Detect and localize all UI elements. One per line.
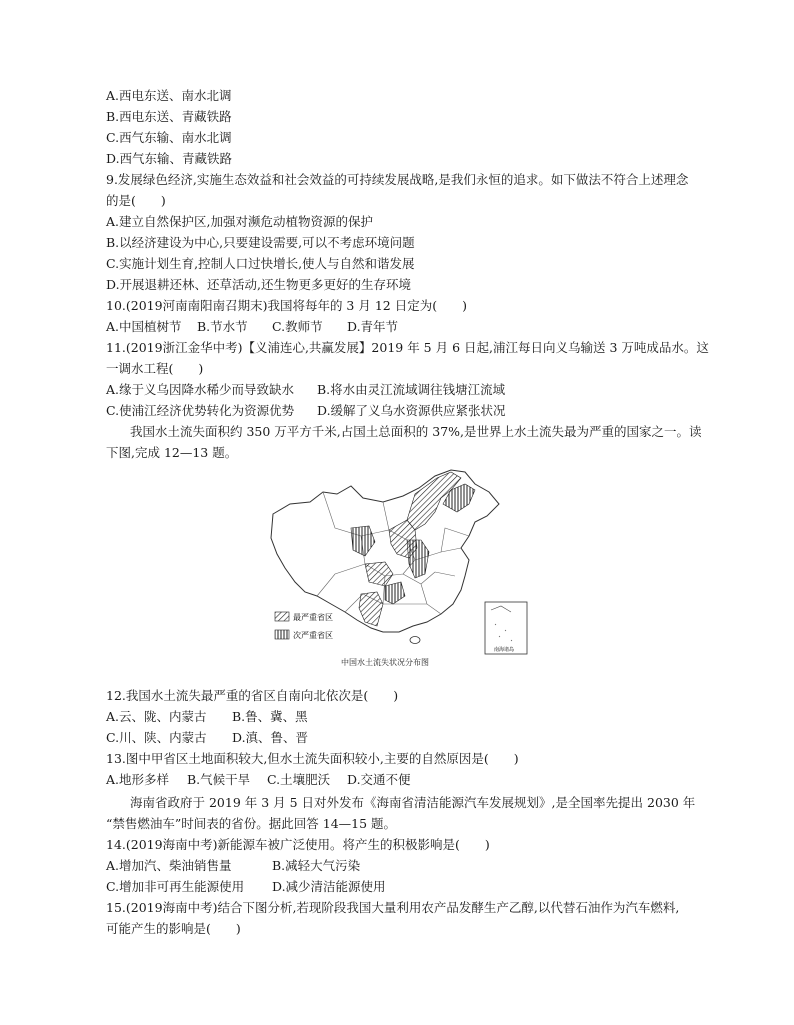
- hainan-island: [410, 637, 420, 644]
- q13-option-c: C.土壤肥沃: [267, 772, 331, 787]
- passage-12-13-line2: 下图,完成 12—13 题。: [106, 445, 238, 460]
- q10-option-d: D.青年节: [347, 319, 399, 334]
- q8-option-b: B.西电东送、青藏铁路: [106, 109, 232, 124]
- q13-stem: 13.图中甲省区土地面积较大,但水土流失面积较小,主要的自然原因是( ): [106, 751, 519, 766]
- q9-option-b: B.以经济建设为中心,只要建设需要,可以不考虑环境问题: [106, 235, 415, 250]
- q9-option-a: A.建立自然保护区,加强对濒危动植物资源的保护: [106, 214, 373, 229]
- q9-stem-line2: 的是( ): [106, 193, 166, 208]
- q12-option-a: A.云、陇、内蒙古: [106, 709, 207, 724]
- q10-option-c: C.教师节: [272, 319, 323, 334]
- q9-stem-line1: 9.发展绿色经济,实施生态效益和社会效益的可持续发展战略,是我们永恒的追求。如下做法不符合上述理念: [106, 172, 689, 187]
- passage-14-15-line2: “禁售燃油车”时间表的省份。据此回答 14—15 题。: [106, 816, 397, 831]
- q13-option-d: D.交通不便: [347, 772, 411, 787]
- q9-option-c: C.实施计划生育,控制人口过快增长,使人与自然和谐发展: [106, 256, 415, 271]
- q11-option-a: A.缘于义乌因降水稀少而导致缺水: [106, 382, 295, 397]
- q8-option-c: C.西气东输、南水北调: [106, 130, 232, 145]
- q13-option-a: A.地形多样: [106, 772, 170, 787]
- legend-second-severe-label: 次严重省区: [293, 631, 333, 640]
- q11-option-b: B.将水由灵江流域调往钱塘江流域: [317, 382, 506, 397]
- q15-stem-line2: 可能产生的影响是( ): [106, 921, 241, 936]
- q11-stem-line2: 一调水工程( ): [106, 361, 204, 376]
- q14-stem: 14.(2019海南中考)新能源车被广泛使用。将产生的积极影响是( ): [106, 837, 490, 852]
- q14-option-a: A.增加汽、柴油销售量: [106, 858, 232, 873]
- q10-stem: 10.(2019河南南阳南召期末)我国将每年的 3 月 12 日定为( ): [106, 298, 467, 313]
- q14-option-d: D.减少清洁能源使用: [272, 879, 386, 894]
- q12-option-d: D.滇、鲁、晋: [232, 730, 309, 745]
- map-caption: 中国水土流失状况分布图: [341, 658, 429, 667]
- q11-option-c: C.使浦江经济优势转化为资源优势: [106, 403, 295, 418]
- q10-option-a: A.中国植树节: [106, 319, 182, 334]
- q15-stem-line1: 15.(2019海南中考)结合下图分析,若现阶段我国大量利用农产品发酵生产乙醇,以代替石油作为汽车燃料,: [106, 900, 680, 915]
- inset-label: 南海诸岛: [494, 647, 515, 653]
- q8-option-a: A.西电东送、南水北调: [106, 88, 232, 103]
- q14-option-c: C.增加非可再生能源使用: [106, 879, 245, 894]
- soil-erosion-map-figure: [265, 464, 515, 674]
- q12-option-b: B.鲁、冀、黑: [232, 709, 308, 724]
- q11-stem-line1: 11.(2019浙江金华中考)【义浦连心,共赢发展】2019 年 5 月 6 日起,浦江每日向义乌输送 3 万吨成品水。这: [106, 340, 709, 355]
- q12-option-c: C.川、陕、内蒙古: [106, 730, 207, 745]
- q14-option-b: B.减轻大气污染: [272, 858, 361, 873]
- q11-option-d: D.缓解了义乌水资源供应紧张状况: [317, 403, 506, 418]
- china-map-svg: [265, 464, 515, 654]
- q9-option-d: D.开展退耕还林、还草活动,还生物更多更好的生存环境: [106, 277, 412, 292]
- legend-most-severe-label: 最严重省区: [293, 613, 333, 622]
- q10-option-b: B.节水节: [197, 319, 248, 334]
- legend-second-severe-swatch: [275, 630, 289, 639]
- q8-option-d: D.西气东输、青藏铁路: [106, 151, 233, 166]
- q12-stem: 12.我国水土流失最严重的省区自南向北依次是( ): [106, 688, 399, 703]
- passage-12-13-line1: 我国水土流失面积约 350 万平方千米,占国土总面积的 37%,是世界上水土流失最为严重的国家之一。读: [130, 424, 702, 439]
- passage-14-15-line1: 海南省政府于 2019 年 3 月 5 日对外发布《海南省清洁能源汽车发展规划》,是全国率先提出 2030 年: [130, 795, 696, 810]
- q13-option-b: B.气候干旱: [187, 772, 251, 787]
- legend-most-severe-swatch: [275, 612, 289, 621]
